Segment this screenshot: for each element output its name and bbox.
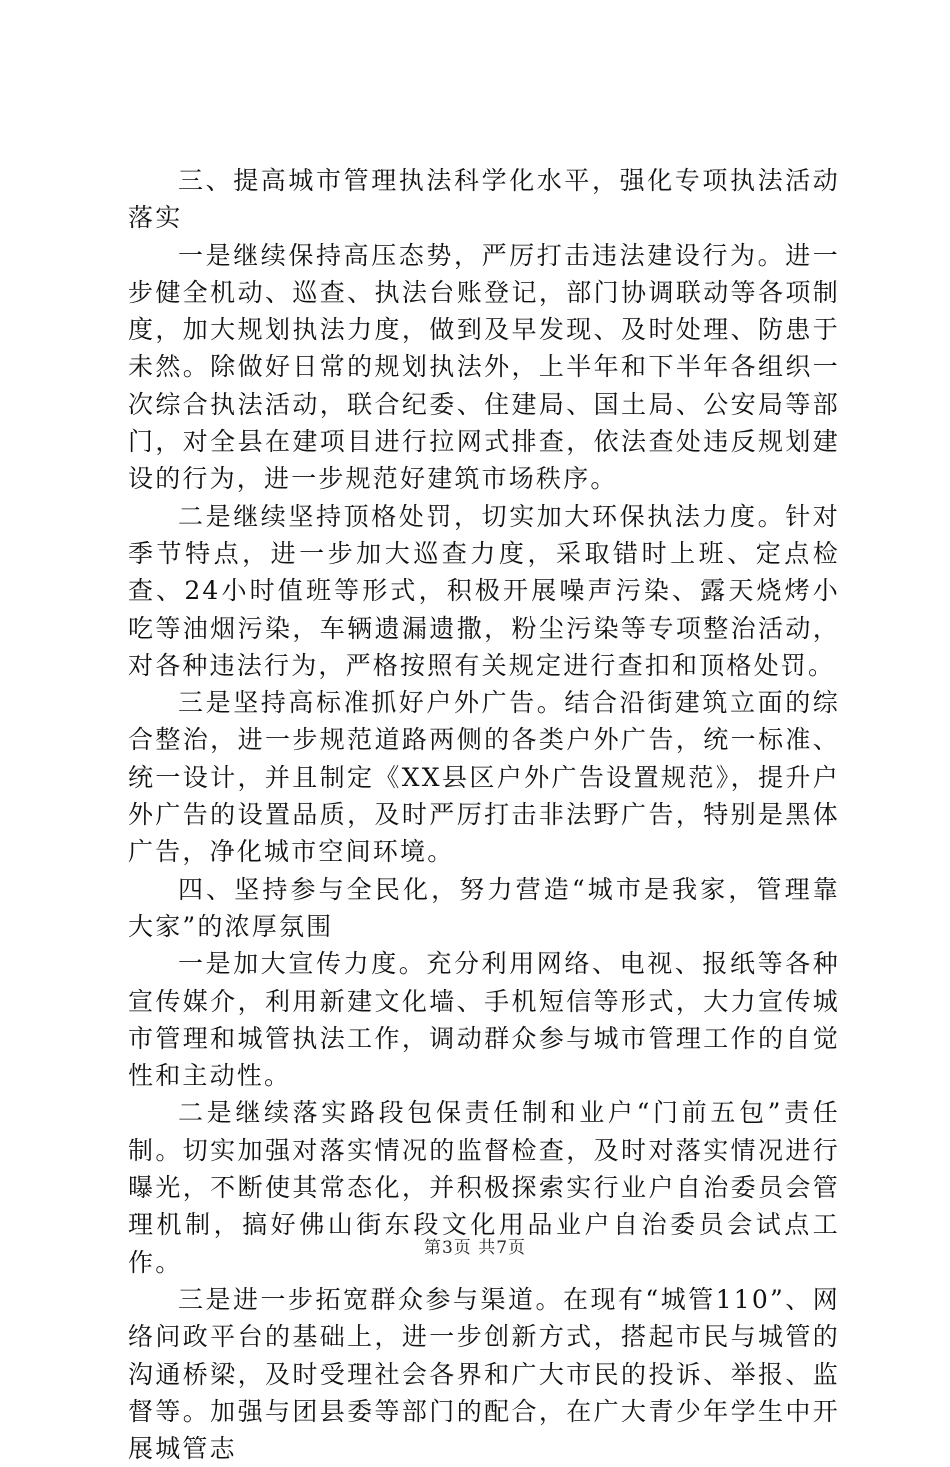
paragraph: 二是继续坚持顶格处罚，切实加大环保执法力度。针对季节特点，进一步加大巡查力度，采取错时上班、定点检查、24小时值班等形式，积极开展噪声污染、露天烧烤小吃等油烟污染，车辆遗漏遗撒，粉尘污染等专项整治活动，对各种违法行为，严格按照有关规定进行查扣和顶格处罚。 (128, 501, 840, 680)
section-heading-4: 四、坚持参与全民化，努力营造“城市是我家，管理靠大家”的浓厚氛围 (128, 874, 840, 941)
paragraph: 二是继续落实路段包保责任制和业户“门前五包”责任制。切实加强对落实情况的监督检查，及时对落实情况进行曝光，不断使其常态化，并积极探索实行业户自治委员会管理机制，搞好佛山街东段文化用品业户自治委员会试点工作。 (128, 1098, 840, 1277)
paragraph: 一是继续保持高压态势，严厉打击违法建设行为。进一步健全机动、巡查、执法台账登记，部门协调联动等各项制度，加大规划执法力度，做到及早发现、及时处理、防患于未然。除做好日常的规划执法外，上半年和下半年各组织一次综合执法活动，联合纪委、住建局、国土局、公安局等部门，对全县在建项目进行拉网式排查，依法查处违反规划建设的行为，进一步规范好建筑市场秩序。 (128, 240, 840, 494)
paragraph: 三是坚持高标准抓好户外广告。结合沿街建筑立面的综合整治，进一步规范道路两侧的各类户外广告，统一标准、统一设计，并且制定《XX县区户外广告设置规范》，提升户外广告的设置品质，及时严厉打击非法野广告，特别是黑体广告，净化城市空间环境。 (128, 688, 840, 867)
paragraph: 三是进一步拓宽群众参与渠道。在现有“城管110”、网络问政平台的基础上，进一步创新方式，搭起市民与城管的沟通桥梁，及时受理社会各界和广大市民的投诉、举报、监督等。加强与团县委等部门的配合，在广大青少年学生中开展城管志 (128, 1284, 840, 1464)
section-heading-3: 三、提高城市管理执法科学化水平，强化专项执法活动落实 (128, 166, 840, 233)
page-number-footer: 第3页 共7页 (423, 1238, 527, 1258)
document-body (128, 162, 840, 1467)
paragraph: 一是加大宣传力度。充分利用网络、电视、报纸等各种宣传媒介，利用新建文化墙、手机短信等形式，大力宣传城市管理和城管执法工作，调动群众参与城市管理工作的自觉性和主动性。 (128, 949, 840, 1091)
